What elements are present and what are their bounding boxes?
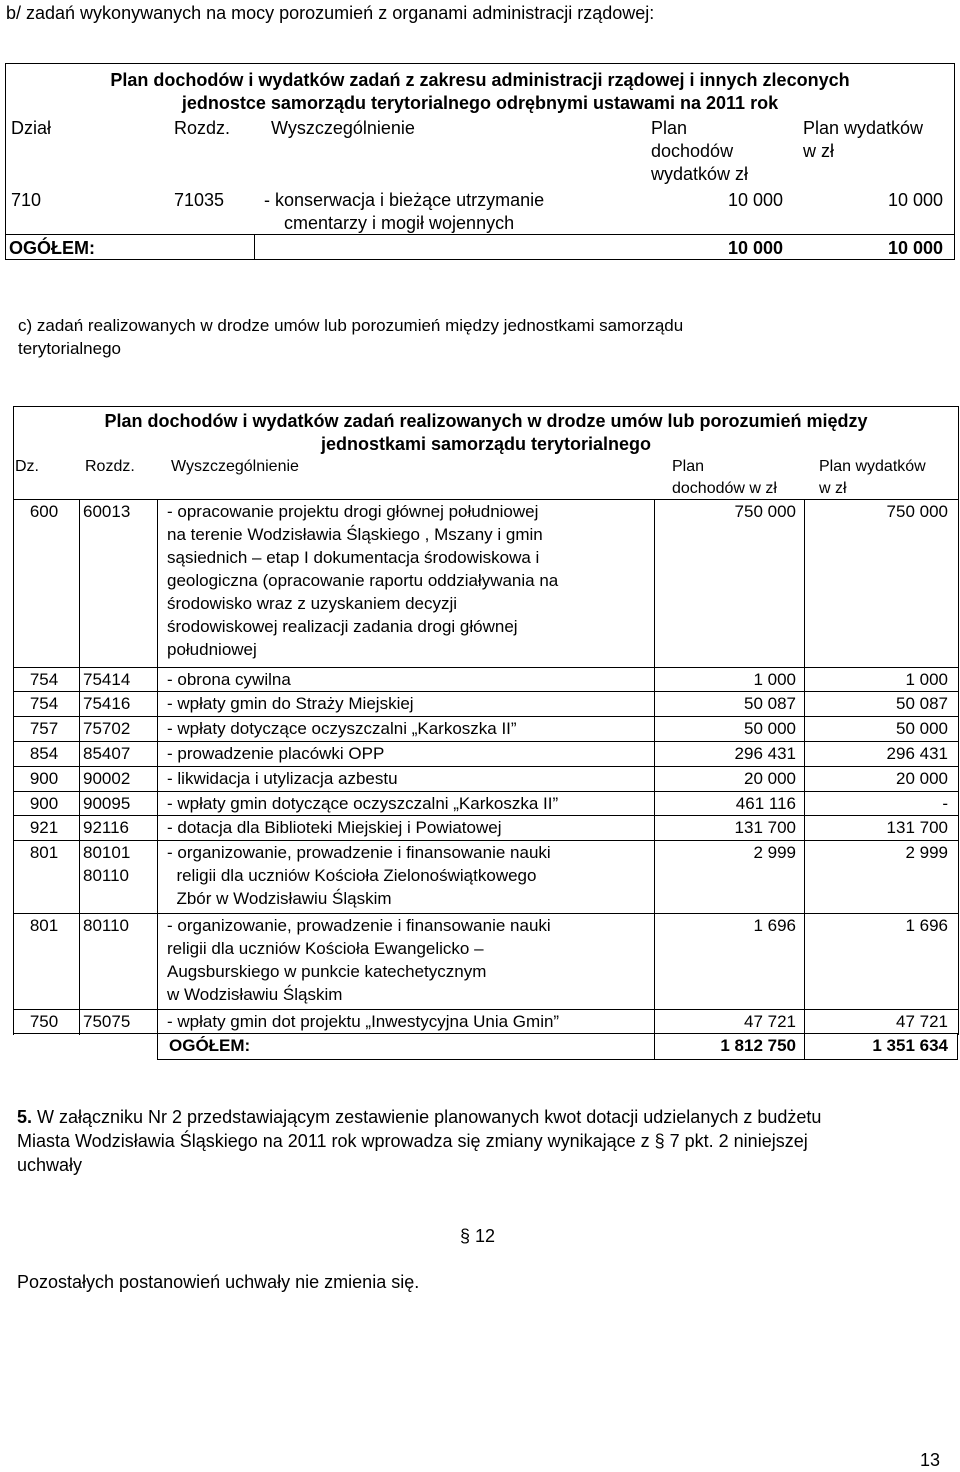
- t2-cell-dochody: 50 000: [744, 719, 796, 739]
- t2-cell-rozdz: [83, 841, 130, 887]
- t1-header-plan-wydatkow: Plan wydatków w zł: [803, 118, 924, 161]
- t2-col-divider: [804, 742, 805, 767]
- t2-desc-line: w Wodzisławiu Śląskim: [167, 984, 343, 1004]
- t2-desc-line: religii dla uczniów Kościoła Ewangelicko –: [167, 938, 484, 958]
- t2-col-divider: [79, 668, 80, 693]
- t2-cell-wydatki: 50 087: [896, 694, 948, 714]
- t2-col-divider: [157, 841, 158, 913]
- t2-rozdz-line: 80110: [83, 866, 130, 886]
- t2-cell-wydatki: 50 000: [896, 719, 948, 739]
- t2-col-divider: [654, 668, 655, 693]
- t2-cell-dz: 754: [29, 669, 59, 689]
- t1-header-plan-dochodow: Plan dochodów wydatków zł: [651, 118, 749, 184]
- t2-col-divider: [79, 816, 80, 841]
- t2-desc-line: - organizowanie, prowadzenie i finansowanie nauki: [167, 915, 551, 935]
- t2-cell-rozdz: [83, 668, 130, 691]
- t2-col-divider: [79, 717, 80, 742]
- t2-col-divider: [804, 1010, 805, 1035]
- t2-rozdz-line: 80110: [83, 915, 130, 935]
- t2-cell-dz: 900: [29, 768, 59, 788]
- t2-cell-dz: 854: [29, 744, 59, 763]
- t2-cell-desc: [167, 914, 551, 1006]
- t2-col-divider: [804, 668, 805, 693]
- t2-cell-dz: 757: [29, 719, 59, 739]
- t2-cell-wydatki: 1 000: [905, 669, 948, 689]
- t1-total-col-divider: [254, 234, 255, 260]
- t1-row-desc: - konserwacja i bieżące utrzymanie cmentarzy i mogił wojennych: [264, 190, 545, 233]
- closing-statement: Pozostałych postanowień uchwały nie zmienia się.: [17, 1272, 420, 1292]
- table-row: [14, 667, 958, 693]
- t2-col-divider: [157, 717, 158, 742]
- t2-col-divider: [79, 500, 80, 668]
- table-row: [14, 791, 958, 817]
- table-row: [14, 815, 958, 841]
- t2-desc-line: - obrona cywilna: [167, 669, 291, 689]
- t2-cell-dochody: 20 000: [744, 768, 796, 788]
- t2-desc-line: - prowadzenie placówki OPP: [167, 744, 385, 763]
- t2-desc-line: Zbór w Wodzisławiu Śląskim: [167, 889, 392, 909]
- t2-desc-line: Augsburskiego w punkcie katechetycznym: [167, 961, 487, 981]
- t2-rozdz-line: 90095: [83, 793, 131, 813]
- t2-cell-desc: [167, 692, 414, 715]
- t2-cell-dz: 900: [29, 793, 59, 813]
- t2-col-divider: [654, 792, 655, 817]
- t2-cell-rozdz: [83, 717, 130, 740]
- t2-cell-wydatki: 20 000: [896, 768, 948, 788]
- table-government-tasks: [5, 63, 955, 260]
- t2-col-divider: [654, 767, 655, 792]
- table-row: [14, 1009, 958, 1035]
- t1-total-dochody: 10 000: [727, 238, 783, 258]
- t2-cell-dz: 801: [29, 915, 59, 935]
- t2-cell-desc: [167, 767, 398, 790]
- t2-rozdz-line: 75414: [83, 669, 131, 689]
- t2-col-divider: [654, 717, 655, 742]
- t2-desc-line: - wpłaty dotyczące oczyszczalni „Karkoszka II”: [167, 719, 517, 739]
- t2-col-divider: [804, 816, 805, 841]
- t2-rozdz-line: 85407: [83, 744, 131, 763]
- t2-desc-line: sąsiednich – etap I dokumentacja środowiskowa i: [167, 548, 540, 567]
- t2-cell-rozdz: [83, 767, 130, 790]
- t2-col-divider: [654, 1034, 655, 1059]
- t2-col-divider: [654, 1010, 655, 1035]
- t2-cell-desc: [167, 668, 291, 691]
- t2-cell-dochody: 461 116: [735, 793, 796, 813]
- t2-rozdz-line: 60013: [83, 502, 131, 521]
- t1-row-rozdz: 71035: [174, 190, 225, 210]
- t2-header-rozdz: Rozdz.: [85, 458, 135, 475]
- t2-cell-wydatki: 2 999: [905, 843, 948, 863]
- t1-total-label: OGÓŁEM:: [9, 238, 95, 258]
- t2-desc-line: religii dla uczniów Kościoła Zielonoświątkowego: [167, 866, 537, 886]
- t2-rozdz-line: 80101: [83, 843, 131, 863]
- t2-cell-rozdz: [83, 816, 129, 839]
- t2-cell-wydatki: 296 431: [886, 744, 948, 763]
- t2-cell-wydatki: 47 721: [896, 1011, 948, 1031]
- t2-col-divider: [804, 500, 805, 668]
- t2-col-divider: [157, 500, 158, 668]
- t1-header-wyszczegolnienie: Wyszczególnienie: [271, 118, 415, 138]
- t2-col-divider: [654, 692, 655, 717]
- t1-row-wydatki: 10 000: [887, 190, 943, 210]
- t2-rozdz-line: 75416: [83, 694, 131, 714]
- t2-cell-rozdz: [83, 914, 129, 937]
- t2-rozdz-line: 75075: [83, 1011, 131, 1031]
- t2-desc-line: - organizowanie, prowadzenie i finansowanie nauki: [167, 843, 551, 863]
- t2-col-divider: [157, 1034, 158, 1059]
- t1-row-dochody: 10 000: [727, 190, 783, 210]
- table-row: [14, 716, 958, 742]
- t2-cell-rozdz: [83, 792, 130, 815]
- t2-cell-rozdz: [83, 742, 130, 765]
- t2-cell-dochody: 296 431: [734, 744, 796, 763]
- t2-desc-line: - wpłaty gmin dot projektu „Inwestycyjna Unia Gmin”: [167, 1011, 560, 1031]
- t2-header-wyszczegolnienie: Wyszczególnienie: [171, 458, 299, 475]
- t2-col-divider: [79, 914, 80, 1010]
- t2-cell-wydatki: 750 000: [886, 502, 948, 521]
- t2-col-divider: [804, 767, 805, 792]
- table2-title: Plan dochodów i wydatków zadań realizowanych w drodze umów lub porozumień między jednostkami samorządu terytorialnego: [104, 411, 868, 454]
- t2-cell-wydatki: 131 700: [886, 818, 948, 838]
- paragraph-12-heading: § 12: [460, 1226, 496, 1246]
- t2-col-divider: [957, 1034, 958, 1059]
- t2-cell-dochody: 131 700: [734, 818, 796, 838]
- t2-col-divider: [654, 914, 655, 1010]
- table-row: [14, 913, 958, 1010]
- t2-total-bottom: [157, 1059, 958, 1060]
- page-number: 13: [920, 1450, 941, 1470]
- t2-desc-line: na terenie Wodzisławia Śląskiego , Mszany i gmin: [167, 525, 543, 544]
- t2-cell-dz: 801: [29, 843, 59, 863]
- t2-total-dochody: 1 812 750: [720, 1035, 796, 1055]
- t2-cell-dz: 600: [29, 502, 59, 521]
- t2-col-divider: [157, 668, 158, 693]
- t2-col-divider: [157, 792, 158, 817]
- t2-cell-dochody: 750 000: [734, 502, 796, 521]
- section-b-intro: b/ zadań wykonywanych na mocy porozumień z organami administracji rządowej:: [6, 3, 655, 23]
- t2-col-divider: [804, 692, 805, 717]
- t2-desc-line: - dotacja dla Biblioteki Miejskiej i Powiatowej: [167, 818, 502, 838]
- t1-total-divider: [6, 234, 954, 235]
- table-row: [14, 741, 958, 767]
- t2-col-divider: [157, 692, 158, 717]
- t2-col-divider: [79, 767, 80, 792]
- t2-total-wydatki: 1 351 634: [872, 1035, 948, 1055]
- section-c-intro: c) zadań realizowanych w drodze umów lub porozumień między jednostkami samorządu terytorialnego: [18, 316, 684, 358]
- t2-total-top: [13, 1033, 959, 1034]
- t2-desc-line: - wpłaty gmin do Straży Miejskiej: [167, 694, 414, 714]
- t2-col-divider: [79, 692, 80, 717]
- t2-header-dz: Dz.: [15, 458, 39, 475]
- t1-row-dzial: 710: [11, 190, 42, 210]
- t2-col-divider: [654, 500, 655, 668]
- t2-col-divider: [804, 841, 805, 913]
- t2-col-divider: [79, 792, 80, 817]
- t2-desc-line: południowej: [167, 640, 257, 659]
- t2-col-divider: [157, 767, 158, 792]
- t2-col-divider: [79, 742, 80, 767]
- t2-col-divider: [157, 816, 158, 841]
- t1-header-rozdz: Rozdz.: [174, 118, 231, 138]
- t2-rozdz-line: 92116: [83, 818, 130, 838]
- t2-cell-desc: [167, 816, 501, 839]
- t2-col-divider: [79, 1010, 80, 1035]
- t2-total-label: OGÓŁEM:: [169, 1035, 251, 1055]
- t2-cell-dz: 754: [29, 694, 59, 714]
- t2-col-divider: [654, 816, 655, 841]
- t2-desc-line: środowiskowej realizacji zadania drogi głównej: [167, 617, 518, 636]
- t2-col-divider: [79, 841, 80, 913]
- t2-cell-desc: [167, 841, 551, 910]
- t2-header-plan-wydatkow: Plan wydatków w zł: [819, 458, 926, 497]
- t2-cell-dochody: 1 696: [753, 915, 796, 935]
- t2-cell-desc: [167, 717, 517, 740]
- t2-cell-desc: [167, 792, 558, 815]
- table-row: [14, 499, 958, 668]
- t2-col-divider: [654, 841, 655, 913]
- t2-total-row: [14, 1034, 958, 1059]
- t2-col-divider: [804, 717, 805, 742]
- t2-desc-line: - opracowanie projektu drogi głównej południowej: [167, 502, 539, 521]
- t2-rozdz-line: 75702: [83, 719, 131, 739]
- t2-cell-dochody: 1 000: [753, 669, 796, 689]
- t2-cell-dochody: 2 999: [753, 843, 796, 863]
- t1-total-wydatki: 10 000: [887, 238, 943, 258]
- t2-cell-wydatki: -: [942, 793, 948, 813]
- t2-cell-wydatki: 1 696: [905, 915, 948, 935]
- table-row: [14, 840, 958, 913]
- t2-desc-line: - wpłaty gmin dotyczące oczyszczalni „Karkoszka II”: [167, 793, 559, 813]
- t2-col-divider: [804, 792, 805, 817]
- t1-header-dzial: Dział: [11, 118, 52, 138]
- t2-col-divider: [157, 914, 158, 1010]
- t2-cell-dz: 750: [29, 1011, 59, 1031]
- t2-cell-rozdz: [83, 500, 130, 523]
- t2-cell-rozdz: [83, 1010, 130, 1033]
- t2-col-divider: [157, 742, 158, 767]
- t2-col-divider: [157, 1010, 158, 1035]
- t2-col-divider: [804, 914, 805, 1010]
- table-row: [14, 691, 958, 717]
- t2-cell-dz: 921: [29, 818, 59, 838]
- t2-cell-desc: [167, 1010, 559, 1033]
- t2-rozdz-line: 90002: [83, 768, 131, 788]
- t2-desc-line: - likwidacja i utylizacja azbestu: [167, 768, 398, 788]
- t2-cell-desc: [167, 500, 558, 661]
- t2-desc-line: geologiczna (opracowanie raportu oddziaływania na: [167, 571, 559, 590]
- point-5: 5. W załączniku Nr 2 przedstawiającym zestawienie planowanych kwot dotacji udzielanych z budżetu Miasta Wodzisławia Śląskiego na 2011 rok wprowadza się zmiany wynikające z § 7 pkt. 2 niniejszej uchwały: [17, 1107, 822, 1175]
- t2-col-divider: [804, 1034, 805, 1059]
- t2-cell-rozdz: [83, 692, 130, 715]
- t2-cell-dochody: 50 087: [744, 694, 796, 714]
- table-row: [14, 766, 958, 792]
- table1-title: Plan dochodów i wydatków zadań z zakresu administracji rządowej i innych zleconych jednostce samorządu terytorialnego odrębnymi ustawami na 2011 rok: [110, 70, 850, 113]
- t2-cell-dochody: 47 721: [744, 1011, 796, 1031]
- t2-cell-desc: [167, 742, 384, 765]
- t2-desc-line: środowisko wraz z uzyskaniem decyzji: [167, 594, 458, 613]
- t2-col-divider: [654, 742, 655, 767]
- t2-header-plan-dochodow: Plan dochodów w zł: [672, 458, 777, 497]
